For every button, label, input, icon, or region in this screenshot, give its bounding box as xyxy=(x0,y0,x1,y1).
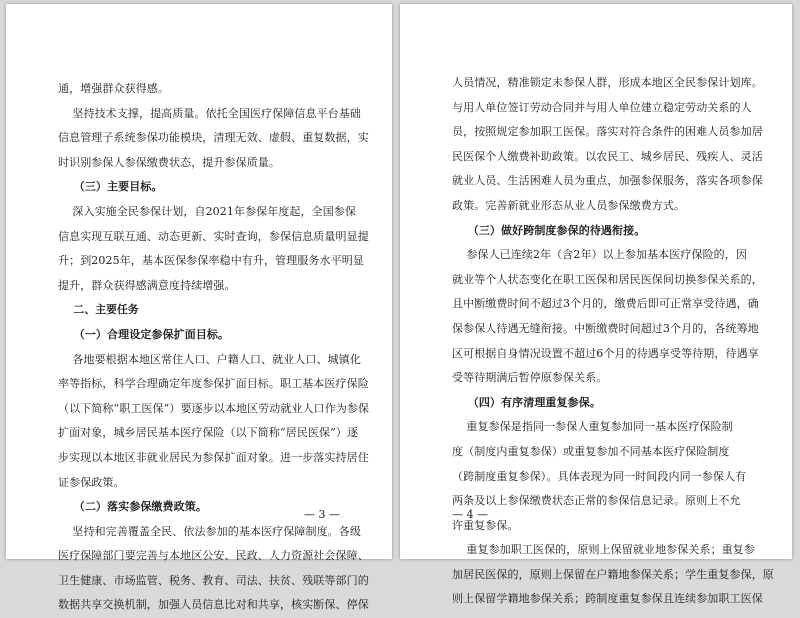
text-line: 则上保留学籍地参保关系；跨制度重复参保且连续参加职工医保 xyxy=(452,592,763,606)
text-line: 升；到2025年，基本医保参保率稳中有升，管理服务水平明显 xyxy=(58,254,364,268)
page-number: — 4 — xyxy=(452,508,488,521)
text-line: 扩面对象，城乡居民基本医疗保险（以下简称“居民医保”）逐 xyxy=(58,426,359,440)
text-line: 信息实现互联互通、动态更新、实时查询，参保信息质量明显提 xyxy=(58,229,369,243)
text-line: 度（制度内重复参保）或重复参加不同基本医疗保险制度 xyxy=(452,444,730,458)
text-line: 就业等个人状态变化在职工医保和居民医保间切换参保关系的， xyxy=(452,272,763,286)
text-line: 重复参保是指同一参保人重复参加同一基本医疗保险制 xyxy=(452,420,733,434)
page-3-text-block xyxy=(58,77,370,618)
text-line: 信息管理子系统参保功能模块，清理无效、虚假、重复数据，实 xyxy=(58,131,369,145)
page-4-text-block xyxy=(452,71,774,612)
document-page-4 xyxy=(400,4,792,606)
text-line: 通，增强群众获得感。 xyxy=(58,82,169,95)
text-line: 率等指标，科学合理确定年度参保扩面目标。职工基本医疗保险 xyxy=(58,377,369,391)
subsection-heading: （一）合理设定参保扩面目标。 xyxy=(58,327,230,341)
text-line: 与用人单位签订劳动合同并与用人单位建立稳定劳动关系的人 xyxy=(452,100,752,114)
text-line: 受等待期满后暂停原参保关系。 xyxy=(452,371,608,385)
text-line: 员，按照规定参加职工医保。落实对符合条件的困难人员参加居 xyxy=(452,125,763,139)
subsection-heading: （三）主要目标。 xyxy=(58,180,163,194)
text-line: 医疗保障部门要完善与本地区公安、民政、人力资源社会保障、 xyxy=(58,549,369,563)
text-line: 步实现以本地区非就业居民为参保扩面对象。进一步落实持居住 xyxy=(58,450,369,464)
text-line: 加居民医保的，原则上保留在户籍地参保关系；学生重复参保，原 xyxy=(452,567,774,581)
text-line: 各地要根据本地区常住人口、户籍人口、就业人口、城镇化 xyxy=(58,352,361,366)
subsection-heading: （四）有序清理重复参保。 xyxy=(452,395,601,409)
document-page-3 xyxy=(6,4,392,612)
text-line: （以下简称“职工医保”）要逐步以本地区劳动就业人口作为参保 xyxy=(58,401,370,415)
text-line: 卫生健康、市场监管、税务、教育、司法、扶贫、残联等部门的 xyxy=(58,573,369,587)
text-line: 坚持和完善覆盖全民、依法参加的基本医疗保障制度。各级 xyxy=(58,524,361,538)
text-line: 区可根据自身情况设置不超过6个月的待遇享受等待期，待遇享 xyxy=(452,346,759,360)
text-line: 参保人已连续2年（含2年）以上参加基本医疗保险的，因 xyxy=(452,248,747,262)
text-line: 两条及以上参保缴费状态正常的参保信息记录。原则上不允 xyxy=(452,494,741,508)
text-line: 重复参加职工医保的，原则上保留就业地参保关系；重复参 xyxy=(452,543,755,557)
text-line: 且中断缴费时间不超过3个月的，缴费后即可正常享受待遇，确 xyxy=(452,297,759,311)
text-line: 人员情况，精准锁定未参保人群，形成本地区全民参保计划库。 xyxy=(452,76,763,89)
subsection-heading: （三）做好跨制度参保的待遇衔接。 xyxy=(452,223,646,237)
text-line: 许重复参保。 xyxy=(452,518,519,532)
text-line: 提升，群众获得感满意度持续增强。 xyxy=(58,278,236,292)
section-heading: 二、主要任务 xyxy=(58,303,139,317)
text-line: 就业人员、生活困难人员为重点，加强参保服务，落实各项参保 xyxy=(452,174,763,188)
subsection-heading: （二）落实参保缴费政策。 xyxy=(58,500,207,514)
text-line: （跨制度重复参保）。具体表现为同一时间段内同一参保人有 xyxy=(452,469,747,483)
page-number: — 3 — xyxy=(304,508,340,521)
text-line: 深入实施全民参保计划，自2021年参保年度起，全国参保 xyxy=(58,204,357,218)
text-line: 政策。完善新就业形态从业人员参保缴费方式。 xyxy=(452,198,686,212)
text-line: 证参保政策。 xyxy=(58,475,125,489)
text-line: 保参保人待遇无缝衔接。中断缴费时间超过3个月的，各统筹地 xyxy=(452,321,759,335)
text-line: 数据共享交换机制，加强人员信息比对和共享，核实断保、停保 xyxy=(58,598,369,612)
text-line: 坚持技术支撑，提高质量。依托全国医疗保障信息平台基础 xyxy=(58,106,361,120)
text-line: 时识别参保人参保缴费状态，提升参保质量。 xyxy=(58,155,280,169)
text-line: 民医保个人缴费补助政策。以农民工、城乡居民、残疾人、灵活 xyxy=(452,149,763,163)
